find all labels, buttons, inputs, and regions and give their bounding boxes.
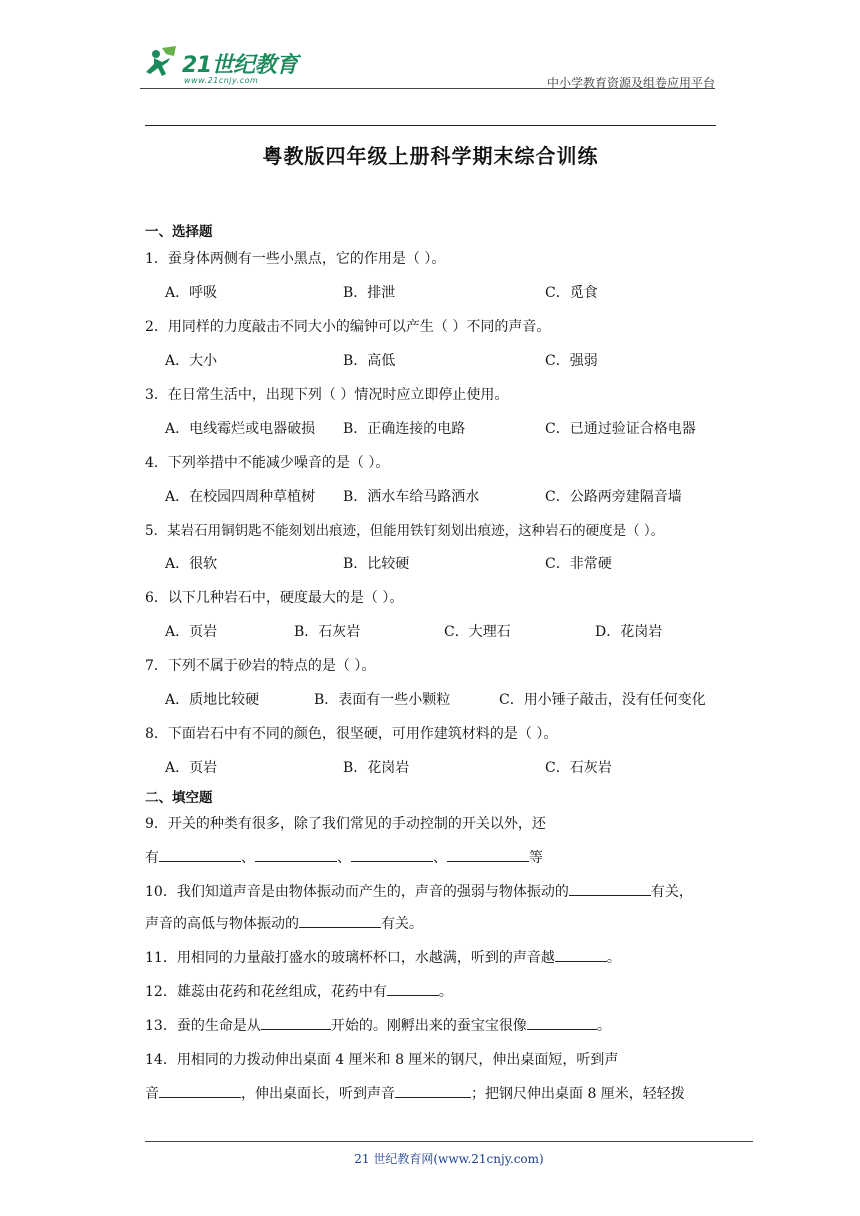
question-13-blank-2[interactable]: [527, 1015, 597, 1030]
question-5-stem: 5．某岩石用铜钥匙不能刻划出痕迹，但能用铁钉刻划出痕迹，这种岩石的硬度是（ ）。: [145, 523, 665, 539]
question-5-option-b[interactable]: B．比较硬: [343, 556, 410, 572]
question-10-blank-1[interactable]: [569, 881, 651, 896]
question-9-line2: [145, 847, 543, 867]
question-14-line1: 14．用相同的力拨动伸出桌面 4 厘米和 8 厘米的钢尺，伸出桌面短，听到声: [145, 1052, 619, 1068]
page-header: [140, 40, 715, 90]
question-12-text-1: 12．雄蕊由花药和花丝组成，花药中有: [145, 984, 387, 1000]
header-divider: [140, 88, 715, 89]
question-9-suffix: 等: [529, 850, 543, 866]
question-14-line2: [145, 1083, 685, 1103]
question-10-text-4: 有关。: [381, 916, 423, 932]
question-10-text-1: 10．我们知道声音是由物体振动而产生的，声音的强弱与物体振动的: [145, 884, 569, 900]
question-9-line1: 9．开关的种类有很多，除了我们常见的手动控制的开关以外，还: [145, 816, 546, 832]
footer-divider: [145, 1141, 753, 1142]
question-6-option-d[interactable]: D．花岗岩: [595, 624, 663, 640]
page-title: 粤教版四年级上册科学期末综合训练: [262, 144, 599, 168]
question-10-text-3: 声音的高低与物体振动的: [145, 916, 299, 932]
question-13-text-2: 开始的。刚孵出来的蚕宝宝很像: [330, 1018, 527, 1034]
question-8-option-b[interactable]: B．花岗岩: [343, 760, 410, 776]
platform-name: 中小学教育资源及组卷应用平台: [546, 76, 715, 90]
section-heading-fill: 二、填空题: [145, 790, 213, 806]
logo-text: 21世纪教育: [182, 53, 298, 78]
question-7-stem: 7．下列不属于砂岩的特点的是（ ）。: [145, 658, 376, 674]
question-3-option-c[interactable]: C．已通过验证合格电器: [545, 421, 696, 437]
question-12: [145, 981, 453, 1001]
question-10-blank-2[interactable]: [299, 913, 381, 928]
question-1-option-c[interactable]: C．觅食: [545, 285, 598, 301]
question-6-option-a[interactable]: A．页岩: [165, 624, 218, 640]
question-4-option-b[interactable]: B．洒水车给马路洒水: [343, 489, 480, 505]
question-8-option-c[interactable]: C．石灰岩: [545, 760, 612, 776]
question-9-blank-1[interactable]: [159, 847, 241, 862]
question-4-option-c[interactable]: C．公路两旁建隔音墙: [545, 489, 682, 505]
question-1-option-a[interactable]: A．呼吸: [165, 285, 218, 301]
question-8-stem: 8．下面岩石中有不同的颜色，很坚硬，可用作建筑材料的是（ ）。: [145, 726, 558, 742]
question-9-sep-1: 、: [241, 850, 255, 866]
question-14-text-3: ；把钢尺伸出桌面 8 厘米，轻轻拨: [471, 1086, 685, 1102]
question-2-stem: 2．用同样的力度敲击不同大小的编钟可以产生（ ）不同的声音。: [145, 319, 551, 335]
question-6-option-b[interactable]: B．石灰岩: [294, 624, 361, 640]
question-1-stem: 1．蚕身体两侧有一些小黑点，它的作用是（ ）。: [145, 251, 446, 267]
question-14-blank-1[interactable]: [159, 1083, 241, 1098]
footer-link[interactable]: 21 世纪教育网(www.21cnjy.com): [354, 1152, 544, 1166]
runner-logo-icon: [140, 44, 184, 84]
question-3-stem: 3．在日常生活中，出现下列（ ）情况时应立即停止使用。: [145, 387, 509, 403]
question-3-option-a[interactable]: A．电线霉烂或电器破损: [165, 421, 316, 437]
question-11-text-2: 。: [606, 950, 621, 966]
logo-url: www.21cnjy.com: [184, 76, 259, 85]
question-10-text-2: 有关，: [650, 884, 693, 900]
question-13-text-3: 。: [596, 1018, 611, 1034]
question-14-text-1: 音: [145, 1086, 159, 1102]
question-8-option-a[interactable]: A．页岩: [165, 760, 218, 776]
question-5-option-a[interactable]: A．很软: [165, 556, 218, 572]
question-14-blank-2[interactable]: [395, 1083, 471, 1098]
question-9-prefix: 有: [145, 850, 159, 866]
question-3-option-b[interactable]: B．正确连接的电路: [343, 421, 466, 437]
question-9-blank-3[interactable]: [351, 847, 433, 862]
question-2-option-c[interactable]: C．强弱: [545, 353, 598, 369]
question-12-blank[interactable]: [387, 981, 439, 996]
question-11-blank[interactable]: [555, 947, 607, 962]
question-13: [145, 1015, 611, 1035]
question-7-option-a[interactable]: A．质地比较硬: [165, 692, 260, 708]
question-12-text-2: 。: [438, 984, 453, 1000]
title-divider: [145, 125, 716, 126]
question-9-sep-2: 、: [337, 850, 351, 866]
question-10-line2: [145, 913, 423, 933]
question-9-blank-4[interactable]: [447, 847, 529, 862]
question-2-option-b[interactable]: B．高低: [343, 353, 396, 369]
question-1-option-b[interactable]: B．排泄: [343, 285, 396, 301]
question-13-text-1: 13．蚕的生命是从: [145, 1018, 261, 1034]
question-2-option-a[interactable]: A．大小: [165, 353, 218, 369]
question-10-line1: [145, 881, 693, 901]
question-9-sep-3: 、: [433, 850, 447, 866]
question-7-option-b[interactable]: B．表面有一些小颗粒: [314, 692, 451, 708]
question-4-stem: 4．下列举措中不能减少噪音的是（ ）。: [145, 455, 390, 471]
question-13-blank-1[interactable]: [261, 1015, 331, 1030]
question-14-text-2: ，伸出桌面长，听到声音: [241, 1086, 395, 1102]
question-11: [145, 947, 621, 967]
question-6-option-c[interactable]: C．大理石: [444, 624, 511, 640]
question-9-blank-2[interactable]: [255, 847, 337, 862]
section-heading-choice: 一、选择题: [145, 224, 213, 240]
question-5-option-c[interactable]: C．非常硬: [545, 556, 612, 572]
question-11-text-1: 11．用相同的力量敲打盛水的玻璃杯杯口，水越满，听到的声音越: [145, 950, 555, 966]
question-4-option-a[interactable]: A．在校园四周种草植树: [165, 489, 316, 505]
site-logo[interactable]: [140, 40, 340, 90]
question-7-option-c[interactable]: C．用小锤子敲击，没有任何变化: [499, 692, 706, 708]
question-6-stem: 6．以下几种岩石中，硬度最大的是（ ）。: [145, 590, 404, 606]
